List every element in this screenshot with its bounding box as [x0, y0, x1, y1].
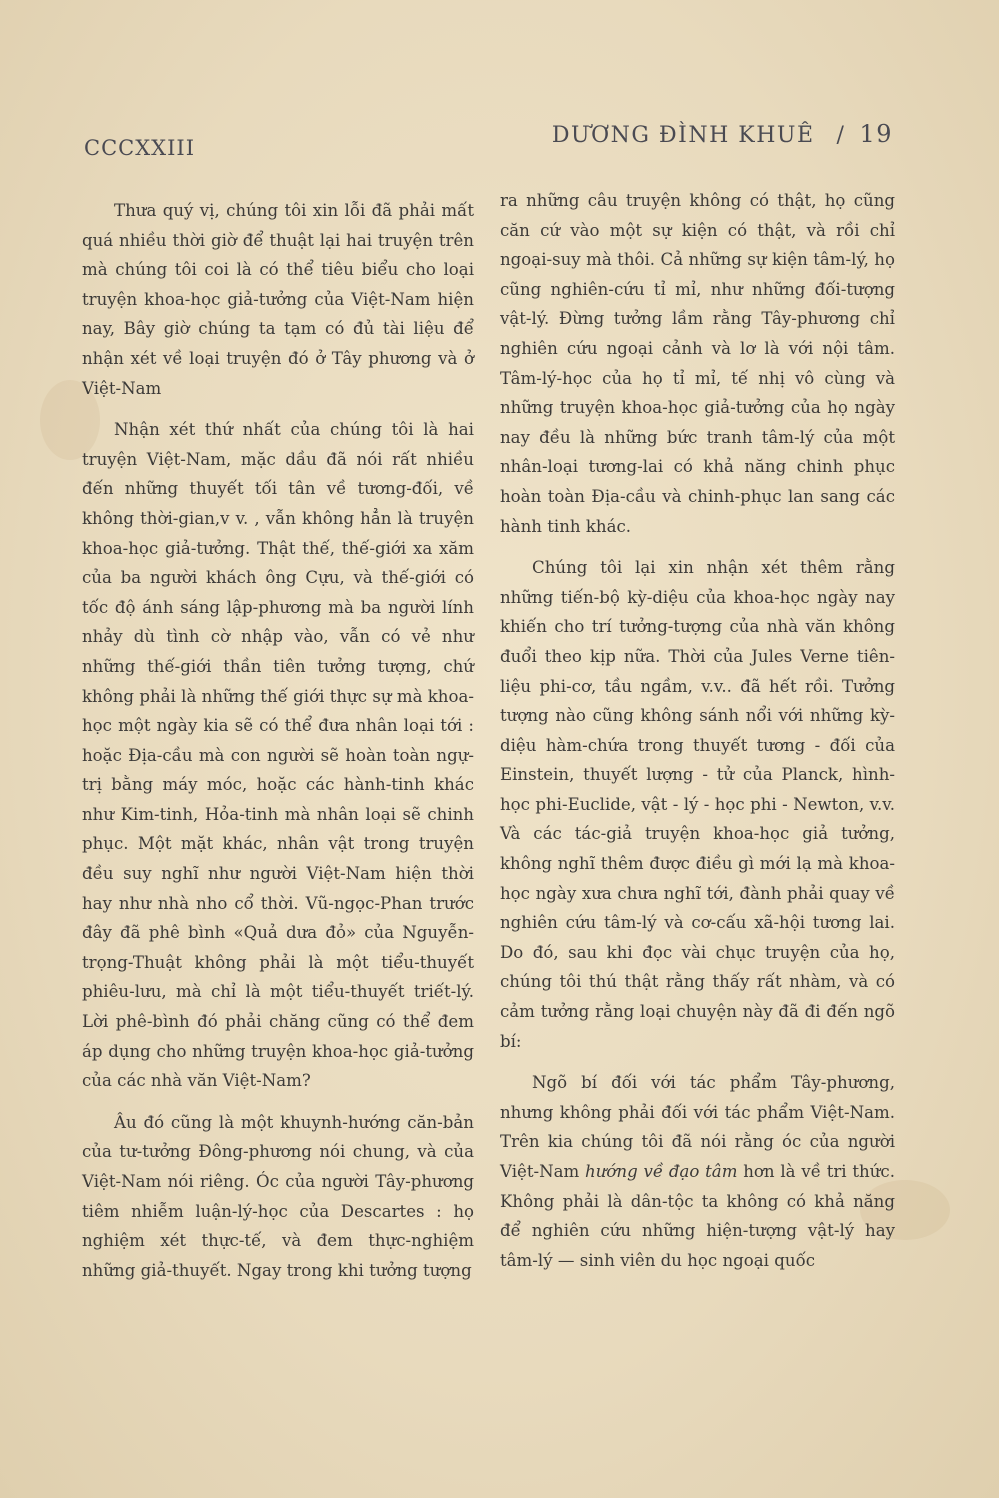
paragraph: Thưa quý vị, chúng tôi xin lỗi đã phải mất quá nhiều thời giờ để thuật lại hai truyện trên mà chúng tôi coi là có thể tiêu biểu cho loại truyện khoa-học giả-tưởng của Việt-Nam hiện nay, Bây giờ chúng ta tạm có đủ tài liệu để nhận xét về loại truyện đó ở Tây phương và ở Việt-Nam	[82, 201, 474, 398]
paragraph: ra những câu truyện không có thật, họ cũng căn cứ vào một sự kiện có thật, và rồi chỉ ngoại-suy mà thôi. Cả những sự kiện tâm-lý, họ cũng nghiên-cứu tỉ mỉ, như những đối-tượng vật-lý. Đừng tưởng lầm rằng Tây-phương chỉ nghiên cứu ngoại cảnh và lơ là với nội tâm. Tâm-lý-học của họ tỉ mỉ, tế nhị vô cùng và những truyện khoa-học giả-tưởng của họ ngày nay đều là những bức tranh tâm-lý của một nhân-loại tương-lai có khả năng chinh phục hoàn toàn Địa-cầu và chinh-phục lan sang các hành tinh khác.	[500, 191, 895, 536]
paragraph	[500, 1068, 895, 1275]
running-header-left: CCCXXIII	[84, 136, 195, 160]
author-name: DƯƠNG ĐÌNH KHUÊ	[551, 123, 815, 148]
right-column	[500, 186, 895, 1287]
left-column	[82, 196, 474, 1297]
header-separator: /	[836, 123, 846, 148]
italic-phrase: hướng về đạo tâm	[585, 1162, 738, 1181]
page-number: 19	[859, 120, 893, 148]
paragraph: Nhận xét thứ nhất của chúng tôi là hai truyện Việt-Nam, mặc dầu đã nói rất nhiều đến những thuyết tối tân về tương-đối, về không thời-gian,v v. , vẫn không hẳn là truyện khoa-học giả-tưởng. Thật thế, thế-giới xa xăm của ba người khách ông Cựu, và thế-giới có tốc độ ánh sáng lập-phương mà ba người lính nhảy dù tình cờ nhập vào, vẫn có vẻ như những thế-giới thần tiên tưởng tượng, chứ không phải là những thế giới thực sự mà khoa-học một ngày kia sẽ có thể đưa nhân loại tới : hoặc Địa-cầu mà con người sẽ hoàn toàn ngự-trị bằng máy móc, hoặc các hành-tinh khác như Kim-tinh, Hỏa-tinh mà nhân loại sẽ chinh phục. Một mặt khác, nhân vật trong truyện đều suy nghĩ như người Việt-Nam hiện thời hay như nhà nho cổ thời. Vũ-ngọc-Phan trước đây đã phê bình «Quả dưa đỏ» của Nguyễn-trọng-Thuật không phải là một tiểu-thuyết phiêu-lưu, mà chỉ là một tiểu-thuyết triết-lý. Lời phê-bình đó phải chăng cũng có thể đem áp dụng cho những truyện khoa-học giả-tưởng của các nhà văn Việt-Nam?	[82, 420, 474, 1091]
text-run: Ngõ bí đối với tác phẩm Tây-phương, nhưng không phải đối với tác phẩm Việt-Nam. Trên kia chúng tôi đã nói rằng óc của người Việt-Nam	[500, 1073, 895, 1181]
running-header-right	[552, 120, 893, 148]
paragraph: Chúng tôi lại xin nhận xét thêm rằng những tiến-bộ kỳ-diệu của khoa-học ngày nay khiến cho trí tưởng-tượng của nhà văn không đuổi theo kịp nữa. Thời của Jules Verne tiên-liệu phi-cơ, tầu ngầm, v.v.. đã hết rồi. Tưởng tượng nào cũng không sánh nổi với những kỳ-diệu hàm-chứa trong thuyết tương - đối của Einstein, thuyết lượng - tử của Planck, hình-học phi-Euclide, vật - lý - học phi - Newton, v.v. Và các tác-giả truyện khoa-học giả tưởng, không nghĩ thêm được điều gì mới lạ mà khoa-học ngày xưa chưa nghĩ tới, đành phải quay về nghiên cứu tâm-lý và cơ-cấu xã-hội tương lai. Do đó, sau khi đọc vài chục truyện của họ, chúng tôi thú thật rằng thấy rất nhàm, và có cảm tưởng rằng loại chuyện này đã đi đến ngõ bí:	[500, 558, 895, 1051]
paragraph: Âu đó cũng là một khuynh-hướng căn-bản của tư-tưởng Đông-phương nói chung, và của Việt-Nam nói riêng. Óc của người Tây-phương tiêm nhiễm luận-lý-học của Descartes : họ nghiệm xét thực-tế, và đem thực-nghiệm những giả-thuyết. Ngay trong khi tưởng tượng	[82, 1112, 474, 1280]
text-run: hơn là về tri thức. Không phải là dân-tộc ta không có khả năng để nghiên cứu những hiện-tượng vật-lý hay tâm-lý — sinh viên du học ngoại quốc	[500, 1162, 895, 1270]
